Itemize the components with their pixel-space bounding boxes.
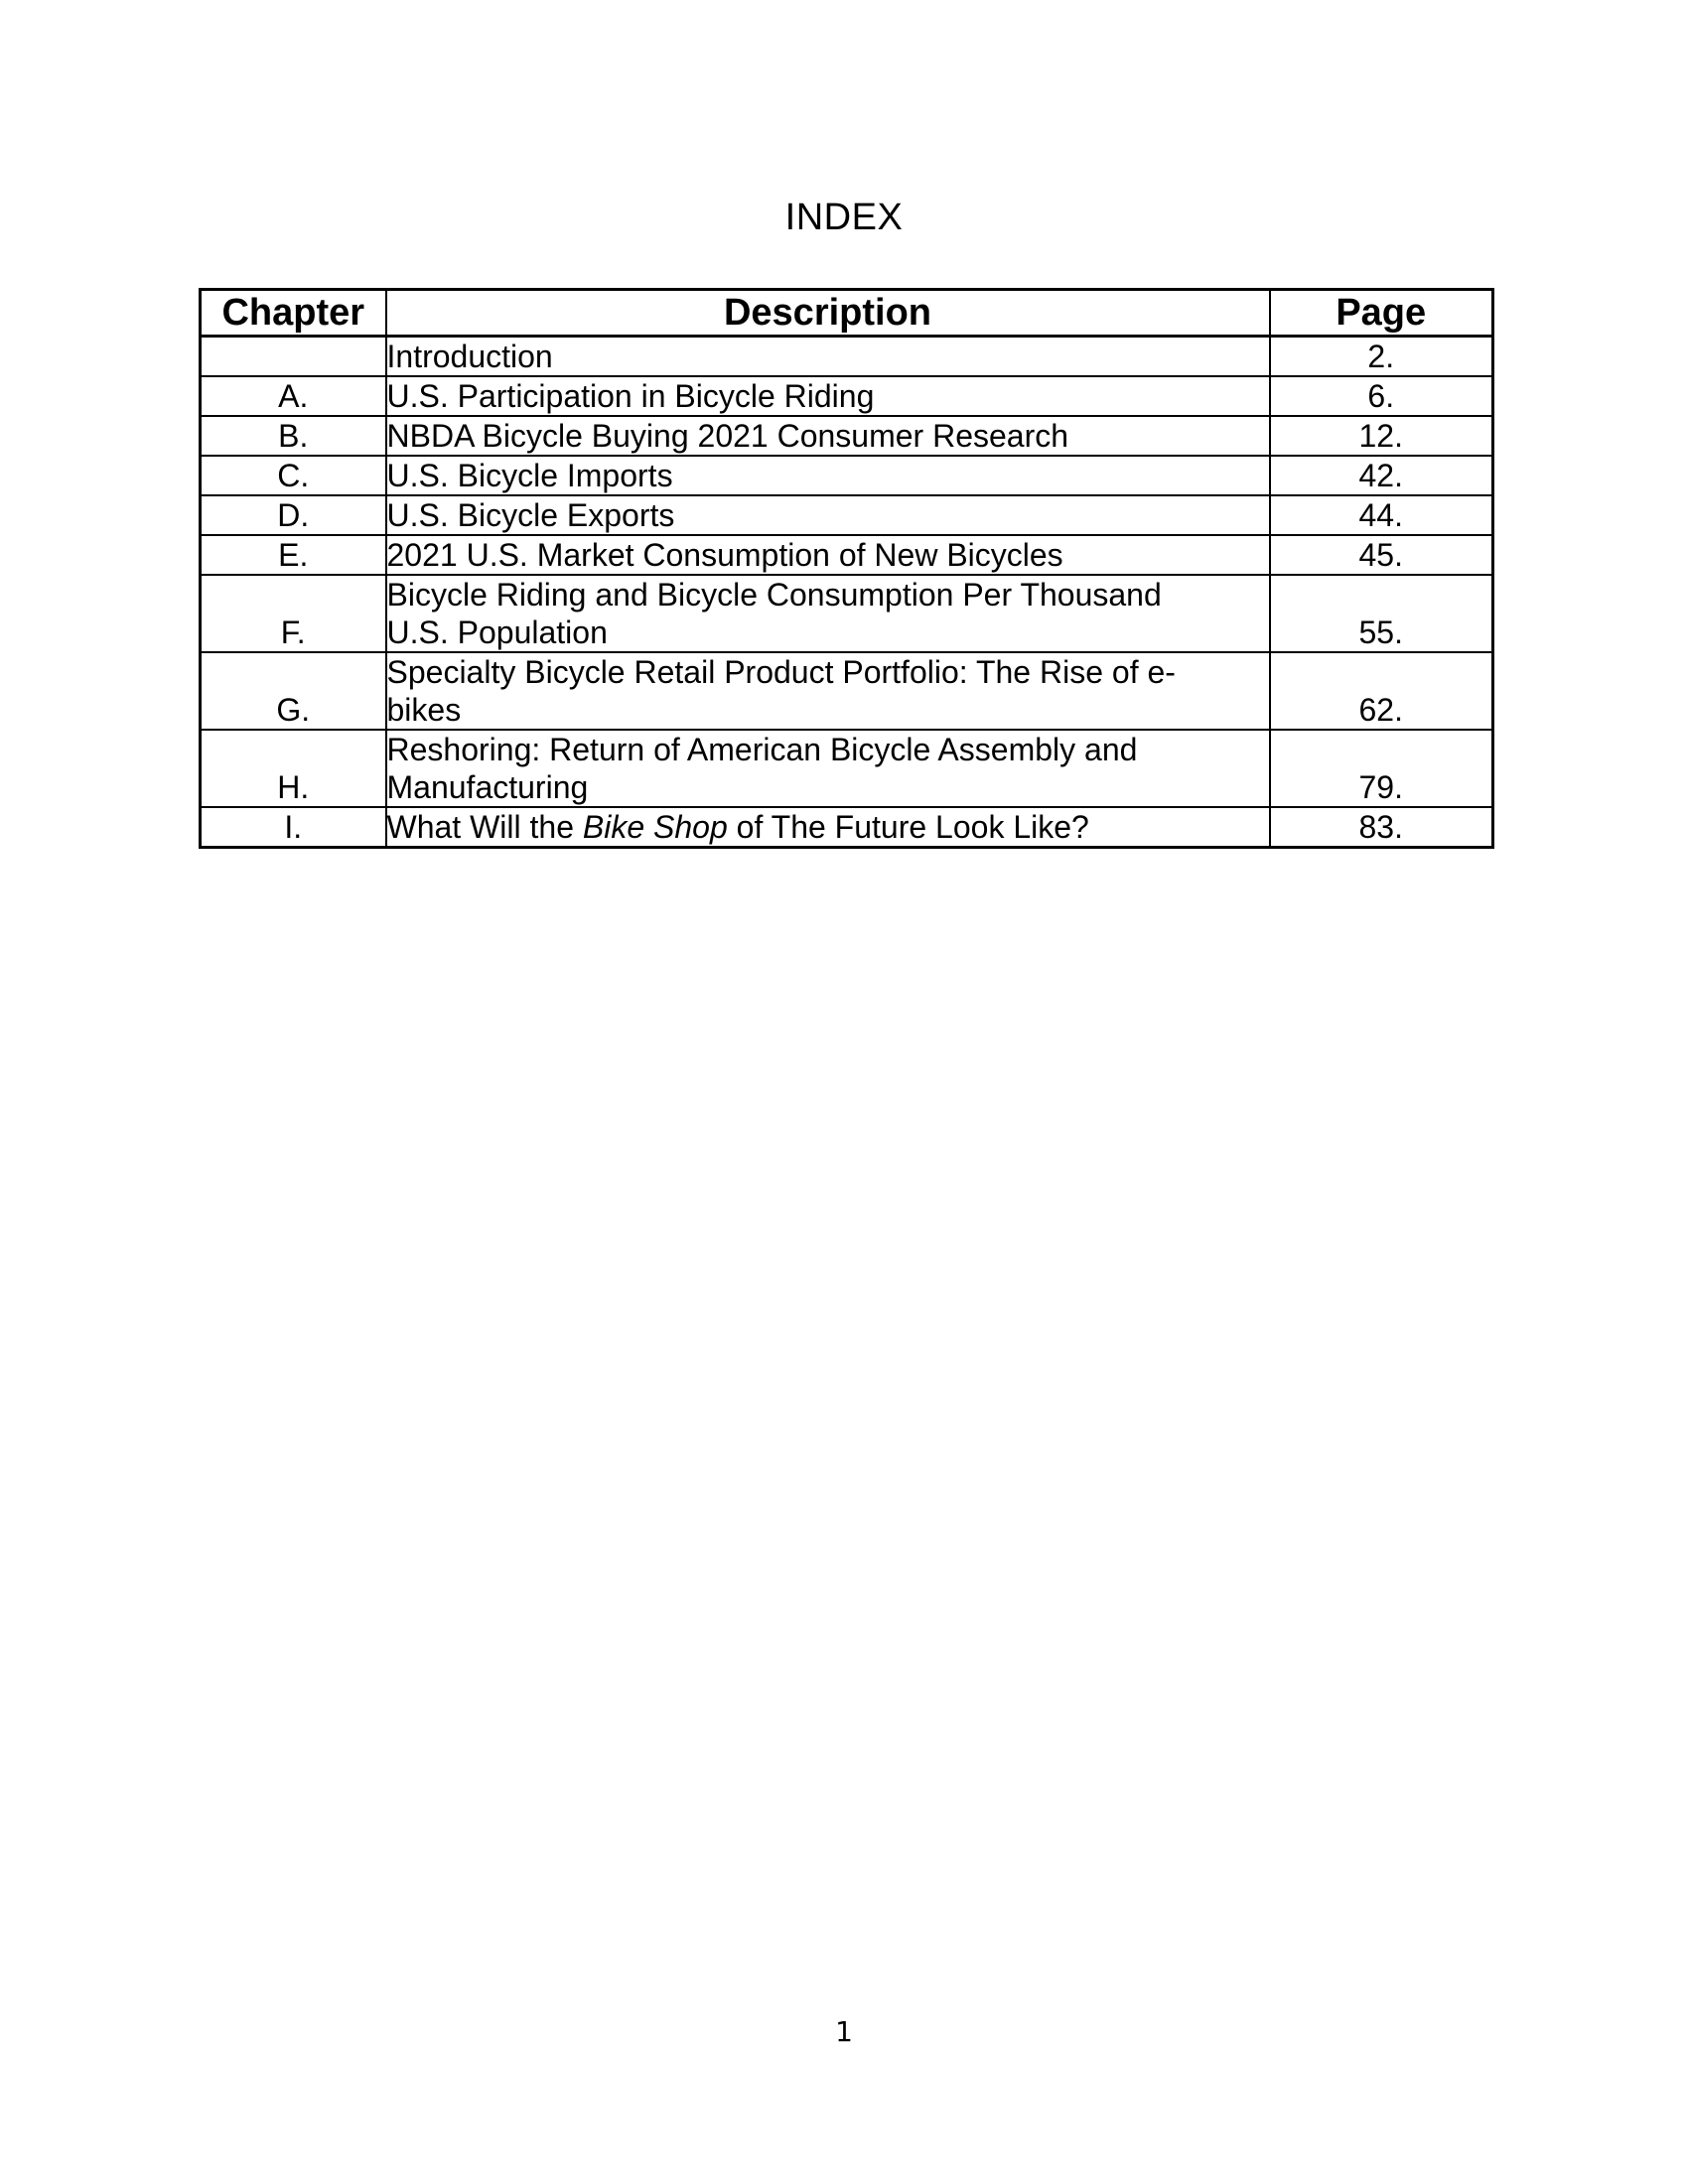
description-line-2: bikes (386, 692, 462, 728)
table-row (201, 807, 1493, 848)
page-header: Page (1270, 290, 1493, 337)
table-row (201, 456, 1493, 495)
description-line-2: U.S. Population (386, 614, 608, 650)
description-cell: 2021 U.S. Market Consumption of New Bicycles (386, 535, 1270, 575)
table-header-row (201, 290, 1493, 337)
page-cell: 6. (1270, 376, 1493, 416)
description-cell (386, 575, 1270, 652)
description-cell (386, 652, 1270, 730)
page-cell: 42. (1270, 456, 1493, 495)
table-row (201, 652, 1493, 730)
chapter-cell: F. (201, 575, 386, 652)
chapter-cell: B. (201, 416, 386, 456)
page-cell: 62. (1270, 652, 1493, 730)
table-row (201, 575, 1493, 652)
chapter-cell: E. (201, 535, 386, 575)
description-cell: NBDA Bicycle Buying 2021 Consumer Research (386, 416, 1270, 456)
page-cell: 12. (1270, 416, 1493, 456)
description-text-italic: Bike Shop (582, 809, 728, 845)
index-table (199, 288, 1494, 849)
chapter-cell (201, 337, 386, 377)
description-text-post: of The Future Look Like? (727, 809, 1089, 845)
chapter-header: Chapter (201, 290, 386, 337)
page-cell: 44. (1270, 495, 1493, 535)
description-cell: U.S. Participation in Bicycle Riding (386, 376, 1270, 416)
page-cell: 55. (1270, 575, 1493, 652)
page-number: 1 (835, 2015, 853, 2048)
chapter-cell: H. (201, 730, 386, 807)
description-text-pre: What Will the (386, 809, 583, 845)
table-row (201, 416, 1493, 456)
description-line-2: Manufacturing (386, 769, 589, 805)
description-cell (386, 730, 1270, 807)
table-row (201, 535, 1493, 575)
chapter-cell: I. (201, 807, 386, 848)
description-cell: U.S. Bicycle Imports (386, 456, 1270, 495)
page-cell: 83. (1270, 807, 1493, 848)
description-cell (386, 807, 1270, 848)
table-row (201, 730, 1493, 807)
chapter-cell: G. (201, 652, 386, 730)
chapter-cell: C. (201, 456, 386, 495)
page-cell: 2. (1270, 337, 1493, 377)
page-cell: 79. (1270, 730, 1493, 807)
table-row (201, 376, 1493, 416)
chapter-cell: D. (201, 495, 386, 535)
chapter-cell: A. (201, 376, 386, 416)
page-title: INDEX (784, 197, 904, 238)
description-line-1: Specialty Bicycle Retail Product Portfolio: The Rise of e- (386, 654, 1176, 690)
description-header: Description (386, 290, 1270, 337)
table-row (201, 495, 1493, 535)
table-row (201, 337, 1493, 377)
description-cell: Introduction (386, 337, 1270, 377)
description-line-1: Bicycle Riding and Bicycle Consumption Per Thousand (386, 577, 1162, 613)
page-cell: 45. (1270, 535, 1493, 575)
description-line-1: Reshoring: Return of American Bicycle Assembly and (386, 732, 1138, 767)
description-cell: U.S. Bicycle Exports (386, 495, 1270, 535)
